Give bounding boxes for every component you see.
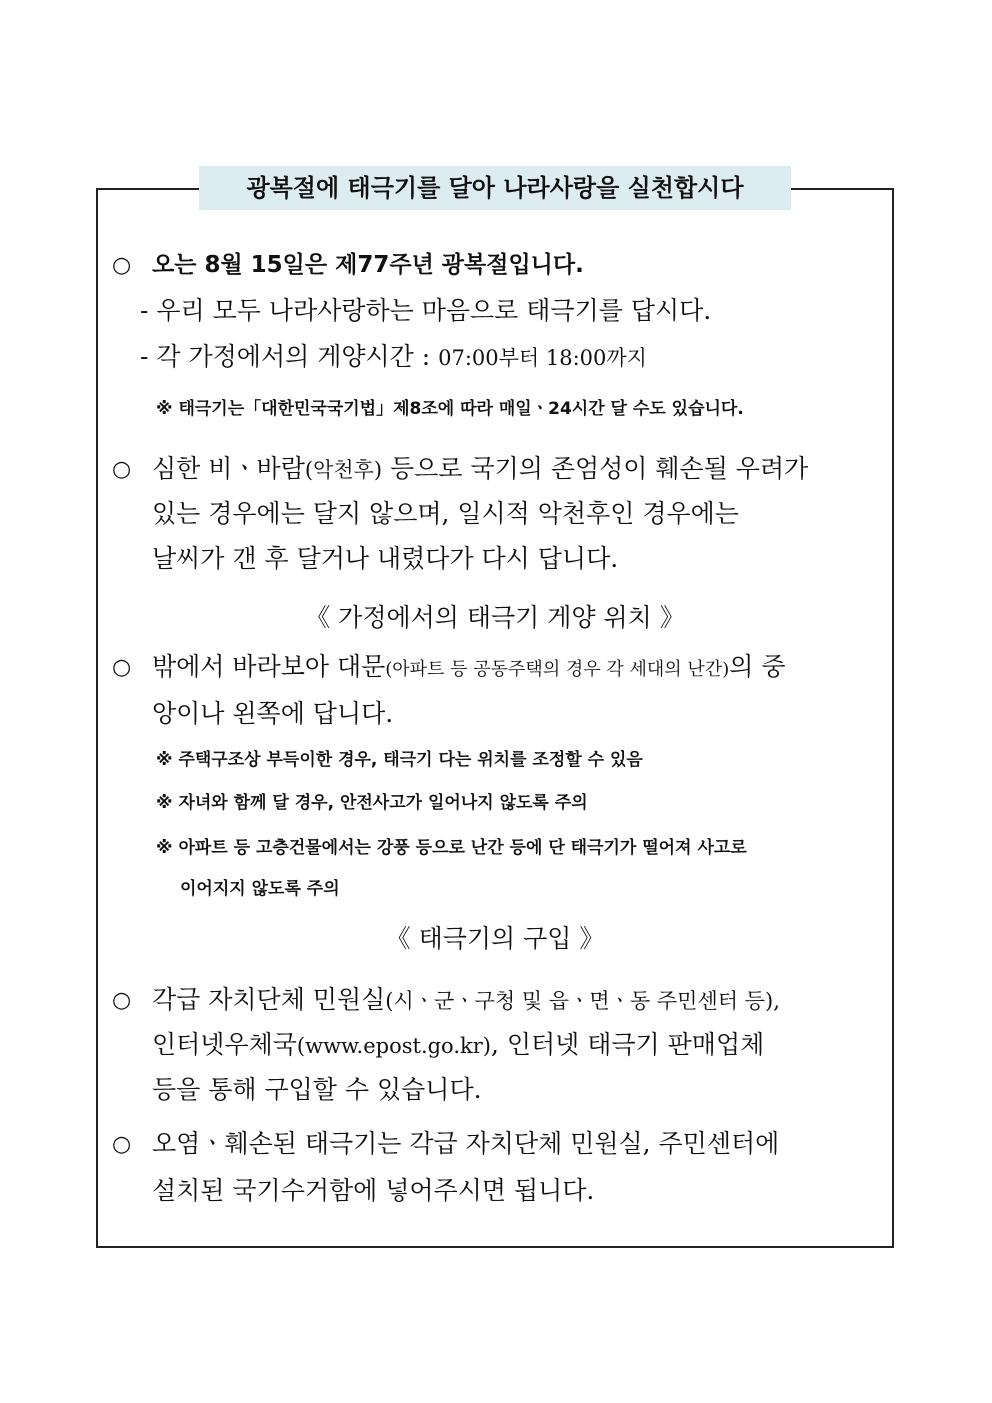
bullet-circle: ○	[112, 655, 132, 680]
section2-line3: 날씨가 갠 후 달거나 내렸다가 다시 답니다.	[152, 544, 619, 573]
bullet-circle: ○	[112, 253, 132, 278]
bullet-circle: ○	[112, 1132, 132, 1157]
section2-line1: 심한 비ㆍ바람(악천후) 등으로 국기의 존엄성이 훼손될 우려가	[152, 454, 809, 483]
section4-line2: 인터넷우체국(www.epost.go.kr), 인터넷 태극기 판매업체	[152, 1030, 765, 1059]
section3-line1: 밖에서 바라보아 대문(아파트 등 공동주택의 경우 각 세대의 난간)의 중	[152, 652, 786, 681]
bullet-circle: ○	[112, 988, 132, 1013]
section5-line2: 설치된 국기수거함에 넣어주시면 됩니다.	[152, 1176, 595, 1205]
section3-note1: ※ 주택구조상 부득이한 경우, 태극기 다는 위치를 조정할 수 있음	[156, 750, 643, 770]
section3-note3: ※ 아파트 등 고층건물에서는 강풍 등으로 난간 등에 단 태극기가 떨어져 사고로	[156, 838, 747, 858]
section1-lead: 오는 8월 15일은 제77주년 광복절입니다.	[152, 252, 584, 278]
section1-item1: - 우리 모두 나라사랑하는 마음으로 태극기를 답시다.	[140, 296, 712, 325]
heading-flag-purchase: 《 태극기의 구입 》	[385, 924, 605, 953]
notice-title: 광복절에 태극기를 달아 나라사랑을 실천합시다	[199, 166, 791, 210]
section1-note: ※ 태극기는「대한민국국기법」제8조에 따라 매일ㆍ24시간 달 수도 있습니다.	[156, 399, 744, 419]
section5-line1: 오염ㆍ훼손된 태극기는 각급 자치단체 민원실, 주민센터에	[152, 1129, 780, 1158]
section3-note3-cont: 이어지지 않도록 주의	[180, 879, 340, 899]
section3-line2: 앙이나 왼쪽에 답니다.	[152, 699, 394, 728]
section2-line2: 있는 경우에는 달지 않으며, 일시적 악천후인 경우에는	[152, 499, 739, 528]
section3-note2: ※ 자녀와 함께 달 경우, 안전사고가 일어나지 않도록 주의	[156, 793, 588, 813]
bullet-circle: ○	[112, 457, 132, 482]
section4-line1: 각급 자치단체 민원실(시ㆍ군ㆍ구청 및 읍ㆍ면ㆍ동 주민센터 등),	[152, 985, 780, 1014]
heading-flag-position: 《 가정에서의 태극기 게양 위치 》	[305, 603, 685, 632]
section1-item2: - 각 가정에서의 게양시간 : 07:00부터 18:00까지	[140, 342, 647, 371]
section4-line3: 등을 통해 구입할 수 있습니다.	[152, 1075, 482, 1104]
